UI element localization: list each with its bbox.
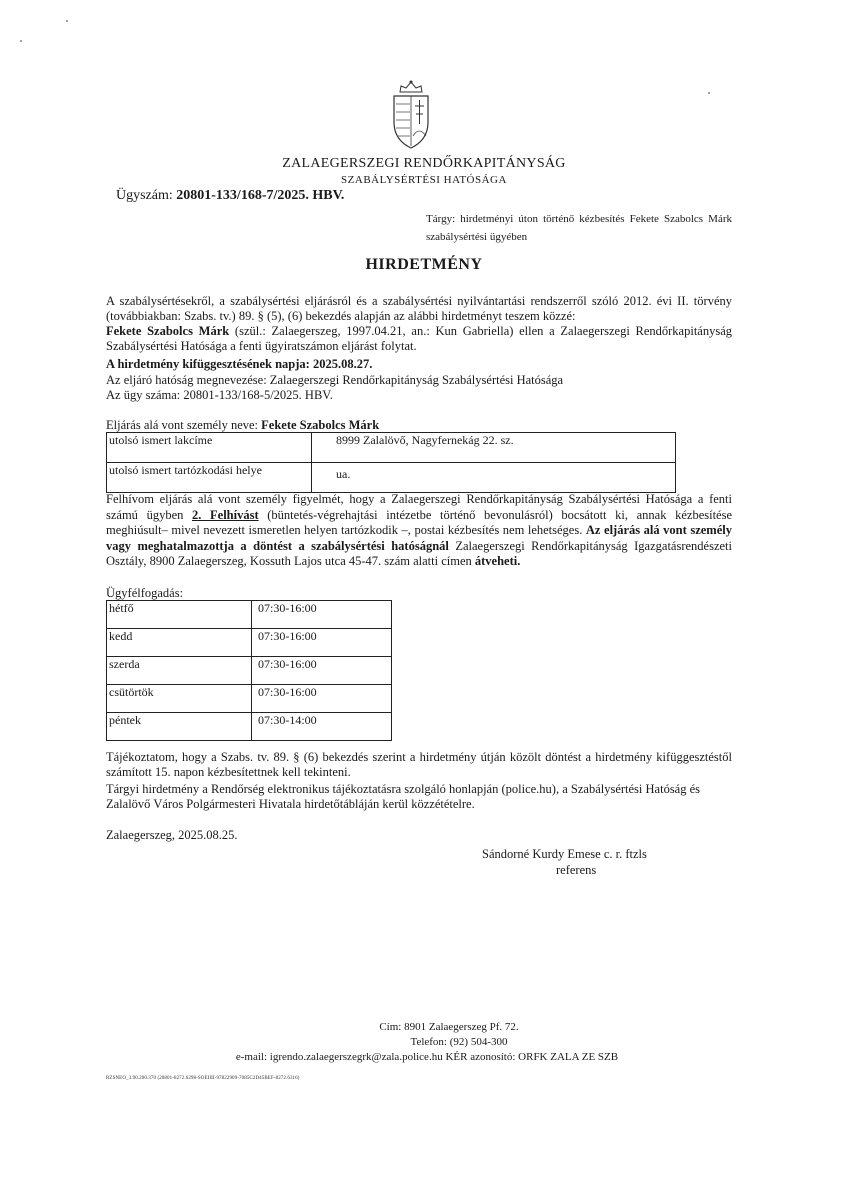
delivery-info: Tájékoztatom, hogy a Szabs. tv. 89. § (6) bekezdés szerint a hirdetmény útján közölt döntést a hirdetmény kifüggesztéstől számított 15. napon kézbesítettnek kell tekinteni. [106, 750, 732, 779]
day-cell: csütörtök [107, 685, 252, 713]
day-cell: péntek [107, 713, 252, 741]
document-title: HIRDETMÉNY [365, 256, 483, 273]
residence-label: utolsó ismert tartózkodási helye [107, 463, 312, 493]
place-date: Zalaegerszeg, 2025.08.25. [106, 828, 238, 842]
signer-name: Sándorné Kurdy Emese c. r. ftzls [482, 847, 647, 861]
person-label: Eljárás alá vont személy neve: Fekete Szabolcs Márk [106, 418, 380, 432]
intro-paragraph: A szabálysértésekről, a szabálysértési eljárásról és a szabálysértési nyilvántartási rendszerről szóló 2012. évi II. törvény (továbbiakban: Szabs. tv.) 89. § (5), (6) bekezdés alapján az alábbi hirdetményt teszem közzé: Fekete Szabolcs Márk (szül.: Zalaegerszeg, 1997.04.21, an.: Kun Gabriella) ellen a Zalaegerszegi Rendőrkapitányság Szabálysértési Hatósága a fenti ügyiratszámon eljárást folytat. [106, 294, 733, 353]
case-line: Az ügy száma: 20801-133/168-5/2025. HBV. [106, 388, 333, 402]
table-row [107, 601, 392, 629]
office-hours-label: Ügyfélfogadás: [106, 586, 184, 600]
signature-block [482, 846, 647, 878]
coat-of-arms-icon [388, 78, 434, 150]
time-cell: 07:30-16:00 [252, 601, 392, 629]
authority-name: ZALAEGERSZEGI RENDŐRKAPITÁNYSÁG [282, 156, 566, 171]
table-row [107, 713, 392, 741]
day-cell: hétfő [107, 601, 252, 629]
notice-paragraph: Felhívom eljárás alá vont személy figyelmét, hogy a Zalaegerszegi Rendőrkapitányság Szabálysértési Hatósága a fenti számú ügyben 2. Felhívást (büntetés-végrehajtási intézetbe történő bevonulásról) bocsátott ki, annak kézbesítése meghiúsult– mivel nevezett ismeretlen helyen tartózkodik –, postai kézbesítés nem lehetséges. Az eljárás alá vont személy vagy meghatalmazottja a döntést a szabálysértési hatóságnál Zalaegerszegi Rendőrkapitányság Igazgatásrendészeti Osztály, 8900 Zalaegerszeg, Kossuth Lajos utca 45-47. szám alatti címen átveheti. [106, 492, 733, 569]
footer [0, 1020, 848, 1065]
time-cell: 07:30-16:00 [252, 657, 392, 685]
day-cell: szerda [107, 657, 252, 685]
table-row [107, 629, 392, 657]
time-cell: 07:30-14:00 [252, 713, 392, 741]
posting-date: A hirdetmény kifüggesztésének napja: 2025.08.27. [106, 357, 373, 371]
footer-email: e-mail: igrendo.zalaegerszegrk@zala.police.hu KÉR azonosító: ORFK ZALA ZE SZB [235, 1051, 619, 1063]
table-row [107, 433, 676, 463]
day-cell: kedd [107, 629, 252, 657]
signer-role: referens [556, 863, 597, 877]
person-name: Fekete Szabolcs Márk [106, 324, 230, 338]
address-table [106, 432, 676, 493]
footer-phone: Telefon: (92) 504-300 [410, 1036, 508, 1048]
case-number: Ügyszám: 20801-133/168-7/2025. HBV. [116, 188, 345, 203]
address-label: utolsó ismert lakcíme [107, 433, 312, 463]
scan-speck [66, 20, 68, 22]
authority-division: SZABÁLYSÉRTÉSI HATÓSÁGA [341, 174, 507, 186]
document-id: RZSNEO_3.90.200.370 (20801-8272.6298-SOEIIII-97822909-7085C2D45BEF-8272.6316) [106, 1076, 300, 1081]
address-value: 8999 Zalalövő, Nagyfernekág 22. sz. [312, 433, 676, 463]
time-cell: 07:30-16:00 [252, 685, 392, 713]
table-row [107, 685, 392, 713]
authority-line: Az eljáró hatóság megnevezése: Zalaegerszegi Rendőrkapitányság Szabálysértési Hatósága [106, 373, 564, 387]
scan-speck [708, 92, 710, 94]
time-cell: 07:30-16:00 [252, 629, 392, 657]
subject-line: Tárgy: hirdetményi úton történő kézbesítés Fekete Szabolcs Márk szabálysértési ügyében [426, 213, 732, 243]
footer-address: Cím: 8901 Zalaegerszeg Pf. 72. [379, 1021, 519, 1033]
summons-reference: 2. Felhívást [192, 507, 259, 522]
table-row [107, 463, 676, 493]
scan-speck [20, 40, 22, 42]
residence-value: ua. [312, 463, 676, 493]
table-row [107, 657, 392, 685]
office-hours-table [106, 600, 392, 741]
publication-info: Tárgyi hirdetmény a Rendőrség elektronikus tájékoztatásra szolgáló honlapján (police.hu), a Szabálysértési Hatóság és Zalalövő Város Polgármesteri Hivatala hirdetőtábláján kerül közzétételre. [106, 782, 701, 811]
